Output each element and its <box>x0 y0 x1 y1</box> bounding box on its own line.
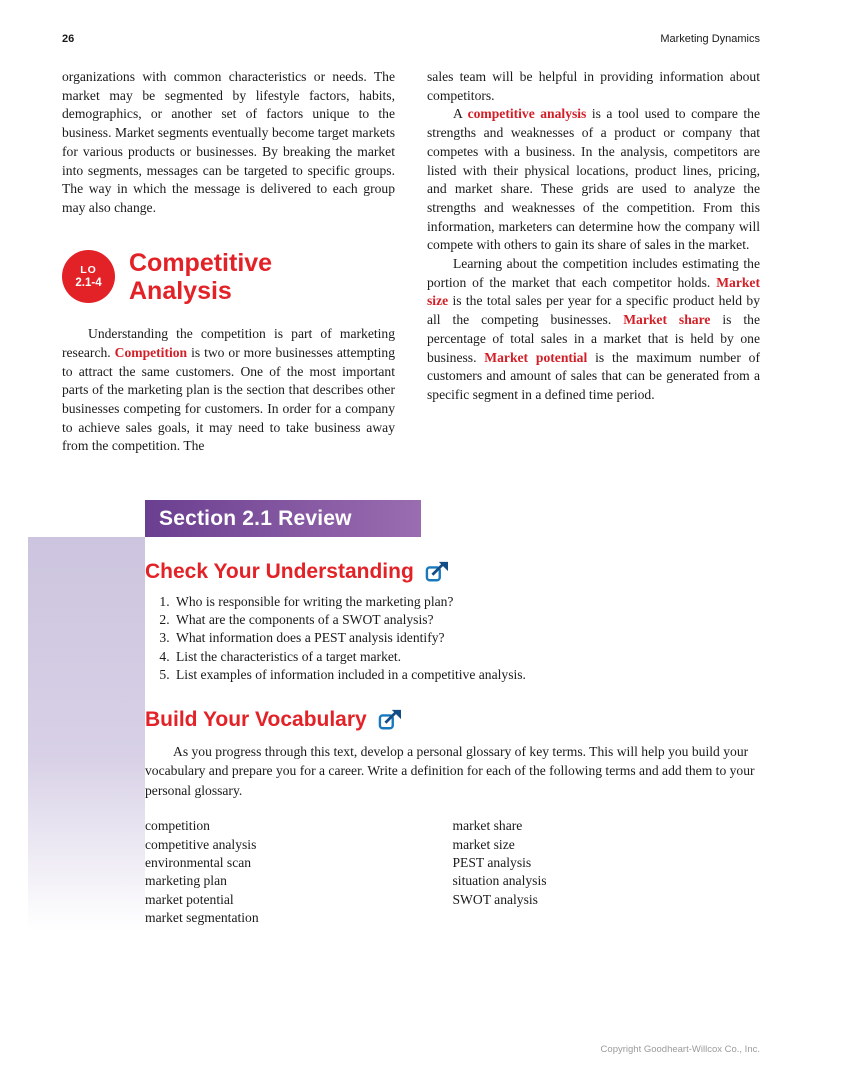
paragraph <box>62 325 395 456</box>
paragraph <box>427 105 760 255</box>
learning-objective-badge <box>62 250 115 303</box>
key-term: Market share <box>623 312 711 328</box>
vocab-term: market potential <box>145 891 234 907</box>
section-heading: Competitive Analysis <box>129 248 273 305</box>
build-your-vocabulary-heading <box>145 708 760 732</box>
vocab-term: market size <box>452 836 515 852</box>
sidebar-accent-strip <box>28 537 145 931</box>
vocabulary-terms-column-1 <box>145 817 453 927</box>
copyright-notice: Copyright Goodheart-Willcox Co., Inc. <box>600 1044 760 1055</box>
online-activity-icon[interactable] <box>425 561 449 583</box>
vocabulary-terms <box>145 817 760 927</box>
page-number: 26 <box>62 33 75 45</box>
review-question: 1. Who is responsible for writing the marketing plan? <box>173 593 760 611</box>
text-run: is the total sales per year for a specific product held by all the competing businesses. <box>427 293 760 328</box>
text-run: Learning about the competition includes estimating the portion of the market that each competitor holds. <box>427 256 760 290</box>
vocab-term: market share <box>452 818 523 834</box>
paragraph: organizations with common characteristics or needs. The market may be segmented by lifestyle factors, habits, demographics, or another set of factors unique to the business. Market segments eventually become target markets for various products or businesses. By breaking the market into segments, messages can be targeted to specific groups. The way in which the message is delivered to each group may also change. <box>62 69 395 215</box>
text-run: Understanding the competition is part of marketing research. <box>62 326 395 360</box>
learning-objective-heading-row <box>62 249 395 306</box>
vocab-term: PEST analysis <box>452 855 532 871</box>
heading-text: Build Your Vocabulary <box>145 708 367 732</box>
review-questions-list <box>151 593 760 684</box>
key-term: Market potential <box>484 349 588 365</box>
key-term: Competition <box>114 344 188 360</box>
review-question: 2. What are the components of a SWOT analysis? <box>173 611 760 629</box>
running-head-title: Marketing Dynamics <box>660 33 760 45</box>
vocab-term: marketing plan <box>145 873 227 889</box>
review-question: 5. List examples of information included in a competitive analysis. <box>173 666 760 684</box>
right-column <box>427 68 760 456</box>
text-run: is the maximum number of customers and amount of sales that can be generated from a specific segment in a defined time period. <box>427 349 761 402</box>
lo-label: LO <box>80 264 97 277</box>
lo-number: 2.1-4 <box>75 277 102 290</box>
vocab-term: SWOT analysis <box>452 891 538 907</box>
paragraph: sales team will be helpful in providing information about competitors. <box>427 69 760 103</box>
online-activity-icon[interactable] <box>378 709 402 731</box>
text-run: A <box>453 106 468 122</box>
vocab-term: situation analysis <box>452 873 547 889</box>
section-review-banner <box>145 500 421 537</box>
review-question: 3. What information does a PEST analysis identify? <box>173 629 760 647</box>
section-review-banner-label: Section 2.1 Review <box>159 506 352 530</box>
heading-text: Check Your Understanding <box>145 560 414 583</box>
paragraph <box>427 255 760 405</box>
vocab-term: environmental scan <box>145 855 252 871</box>
review-question: 4. List the characteristics of a target market. <box>173 648 760 666</box>
vocab-term: market segmentation <box>145 910 259 926</box>
text-run: is a tool used to compare the strengths and weaknesses of a product or company that competes with a business. In the analysis, competitors are listed with their physical locations, product lines, pricing, and market share. These grids are used to analyze the strengths and weaknesses of the competition. From this information, marketers can determine how the company will compete with others to gain its share of sales in the market. <box>427 106 761 253</box>
running-header <box>62 33 760 45</box>
vocabulary-terms-column-2 <box>453 817 761 927</box>
check-your-understanding-heading <box>145 560 760 584</box>
text-run: is the percentage of total sales in a market that is held by one business. <box>427 312 760 365</box>
vocab-term: competitive analysis <box>145 836 257 852</box>
vocabulary-intro-paragraph: As you progress through this text, develop a personal glossary of key terms. This will help you build your vocabulary and prepare you for a career. Write a definition for each of the following terms and add them to your personal glossary. <box>145 744 755 798</box>
vocab-term: competition <box>145 818 210 834</box>
article-columns <box>62 68 760 456</box>
left-column <box>62 68 395 456</box>
section-review-content <box>145 560 760 928</box>
key-term: competitive analysis <box>467 106 587 122</box>
text-run: is two or more businesses attempting to attract the same customers. One of the most important parts of the marketing plan is the section that describes other businesses competing for customers. In order for a company to achieve sales goals, it may need to take business away from the competition. The <box>62 344 396 454</box>
key-term: Market size <box>427 274 760 309</box>
